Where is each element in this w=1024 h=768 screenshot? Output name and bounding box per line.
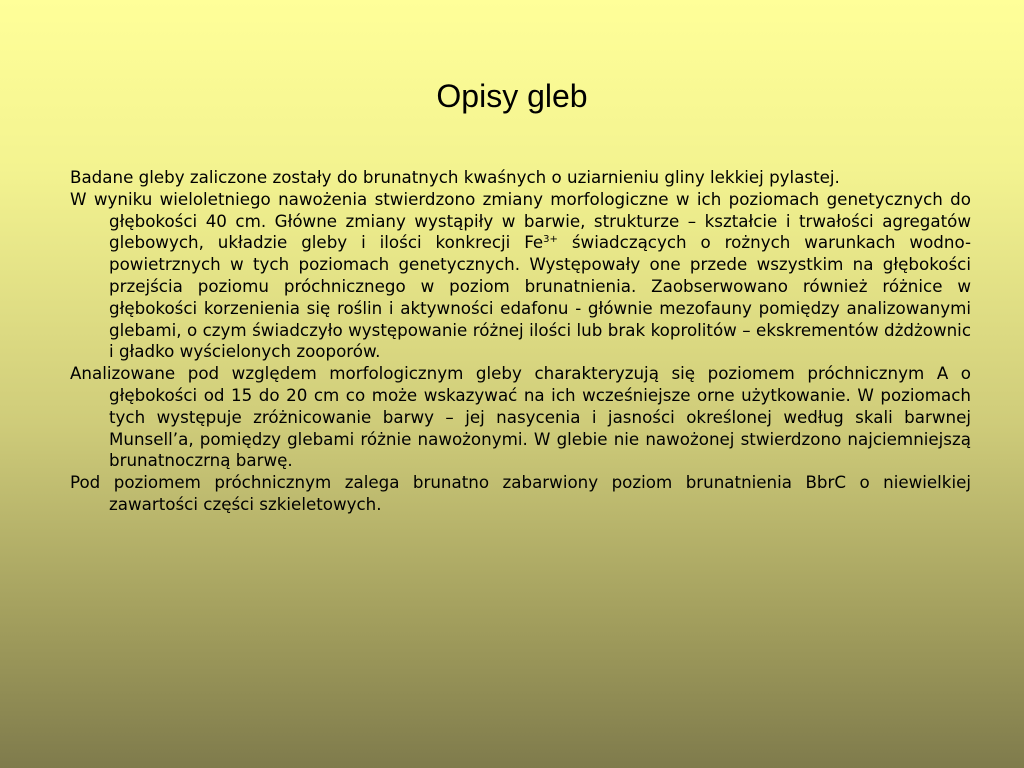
paragraph-4 <box>70 472 971 516</box>
paragraph-4-text: Pod poziomem próchnicznym zalega brunatno zabarwiony poziom brunatnienia BbrC o niewielkiej zawartości części szkieletowych. <box>70 472 971 514</box>
paragraph-2-text-continued: świadczących o rożnych warunkach wodno-powietrznych w tych poziomach genetycznych. Występowały one przede wszystkim na głębokości przejścia poziomu próchnicznego w poziom brunatnienia. Zaobserwowano również różnice w głębokości korzenienia się roślin i aktywności edafonu - głównie mezofauny pomiędzy analizowanymi glebami, o czym świadczyło występowanie różnej ilości lub brak koprolitów – ekskrementów dżdżownic i gładko wyścielonych zooporów. <box>109 232 971 362</box>
paragraph-3 <box>70 363 971 472</box>
paragraph-1-text: Badane gleby zaliczone zostały do brunatnych kwaśnych o uziarnieniu gliny lekkiej pylastej. <box>70 167 840 187</box>
slide-body <box>70 167 971 516</box>
paragraph-2-text: W wyniku wieloletniego nawożenia stwierdzono zmiany morfologiczne w ich poziomach genetycznych do głębokości 40 cm. Główne zmiany wystąpiły w barwie, strukturze – kształcie i trwałości agregatów glebowych, układzie gleby i ilości konkrecji Fe <box>70 188 971 253</box>
paragraph-1 <box>70 167 971 189</box>
slide-title: Opisy gleb <box>436 78 588 114</box>
paragraph-3-text: Analizowane pod względem morfologicznym gleby charakteryzują się poziomem próchnicznym A o głębokości od 15 do 20 cm co może wskazywać na ich wcześniejsze orne użytkowanie. W poziomach tych występuje zróżnicowanie barwy – jej nasycenia i jasności określonej według skali barwnej Munsell’a, pomiędzy glebami różnie nawożonymi. W glebie nie nawożonej stwierdzono najciemniejszą brunatnoczrną barwę. <box>70 363 971 471</box>
paragraph-2 <box>70 189 971 363</box>
superscript-charge: 3+ <box>543 234 558 246</box>
